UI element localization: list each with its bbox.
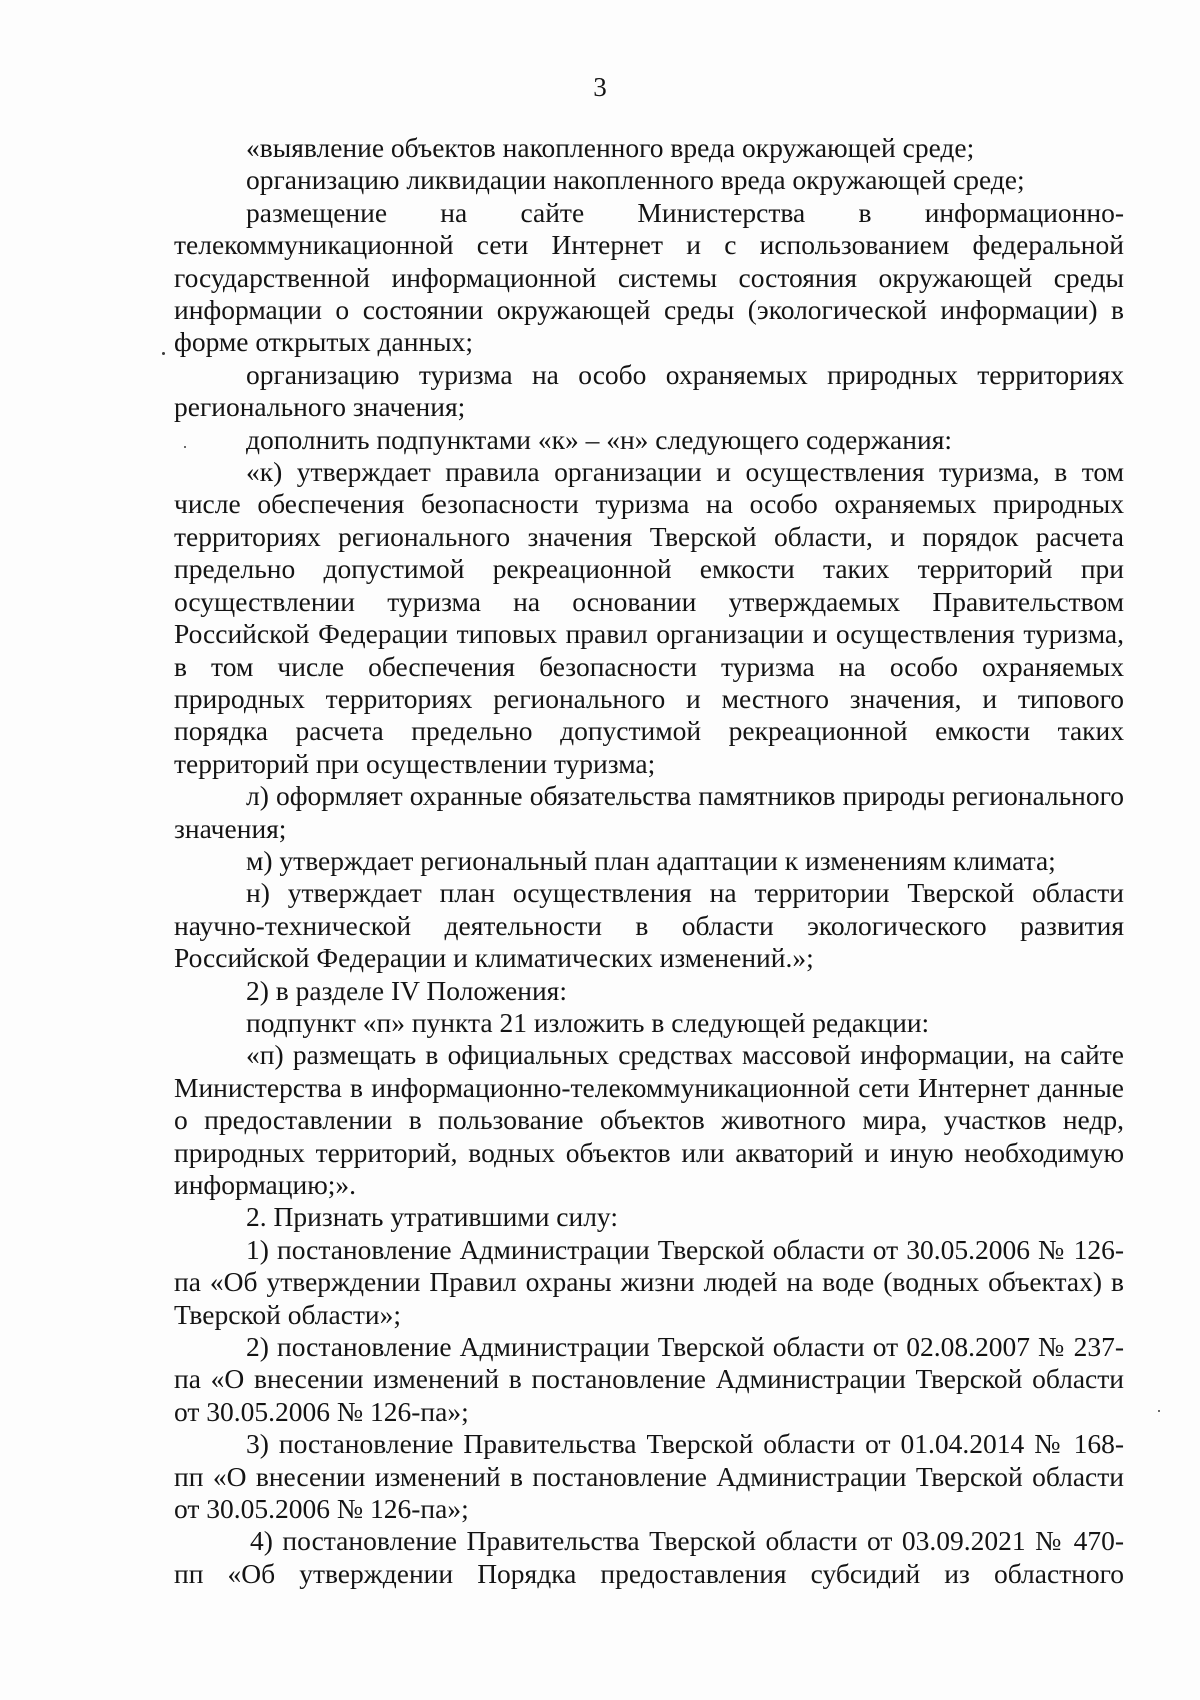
paragraph: 2) в разделе IV Положения: (246, 974, 567, 1006)
paragraph: 4) постановление Правительства Тверской области от 03.09.2021 № 470-пп «Об утверждении Порядка предоставления субсидий из областного (174, 1525, 1124, 1589)
paragraph: «п) размещать в официальных средствах массовой информации, на сайте Министерства в информационно-телекоммуникационной сети Интернет данные о предоставлении в пользование объектов животного мира, участков недр, природных территорий, водных объектов или акваторий и иную необходимую информацию;». (174, 1039, 1124, 1200)
paragraph: 3) постановление Правительства Тверской области от 01.04.2014 № 168-пп «О внесении изменений в постановление Администрации Тверской области от 30.05.2006 № 126-па»; (174, 1428, 1124, 1525)
paragraph: 1) постановление Администрации Тверской области от 30.05.2006 № 126-па «Об утверждении Правил охраны жизни людей на воде (водных объектах) в Тверской области»; (174, 1233, 1124, 1330)
scan-speck (184, 446, 186, 448)
paragraph: размещение на сайте Министерства в информационно-телекоммуникационной сети Интернет и с использованием федеральной государственной информационной системы состояния окружающей среды информации о состоянии окружающей среды (экологической информации) в форме открытых данных; (174, 196, 1124, 358)
paragraph: л) оформляет охранные обязательства памятников природы регионального значения; (174, 780, 1124, 844)
page-number: 3 (593, 72, 607, 102)
paragraph: «к) утверждает правила организации и осуществления туризма, в том числе обеспечения безопасности туризма на особо охраняемых природных территориях регионального значения Тверской области, и порядок расчета предельно допустимой рекреационной емкости таких территорий при осуществлении туризма на основании утверждаемых Правительством Российской Федерации типовых правил организации и осуществления туризма, в том числе обеспечения безопасности туризма на особо охраняемых природных территориях регионального и местного значения, и типового порядка расчета предельно допустимой рекреационной емкости таких территорий при осуществлении туризма; (174, 456, 1124, 779)
scan-speck (162, 352, 165, 355)
paragraph: м) утверждает региональный план адаптации к изменениям климата; (246, 844, 1056, 876)
paragraph: н) утверждает план осуществления на территории Тверской области научно-технической деятельности в области экологического развития Российской Федерации и климатических изменений.»; (174, 877, 1124, 974)
scan-speck (1158, 1410, 1160, 1412)
paragraph: «выявление объектов накопленного вреда окружающей среде; (246, 132, 975, 163)
paragraph: дополнить подпунктами «к» – «н» следующего содержания: (246, 423, 952, 455)
paragraph: организацию туризма на особо охраняемых природных территориях регионального значения; (174, 358, 1124, 423)
paragraph: 2) постановление Администрации Тверской области от 02.08.2007 № 237-па «О внесении изменений в постановление Администрации Тверской области от 30.05.2006 № 126-па»; (174, 1331, 1124, 1427)
paragraph: организацию ликвидации накопленного вреда окружающей среде; (246, 164, 1025, 196)
paragraph: 2. Признать утратившими силу: (246, 1201, 618, 1233)
paragraph: подпункт «п» пункта 21 изложить в следующей редакции: (246, 1006, 930, 1038)
document-body (174, 132, 1124, 1590)
